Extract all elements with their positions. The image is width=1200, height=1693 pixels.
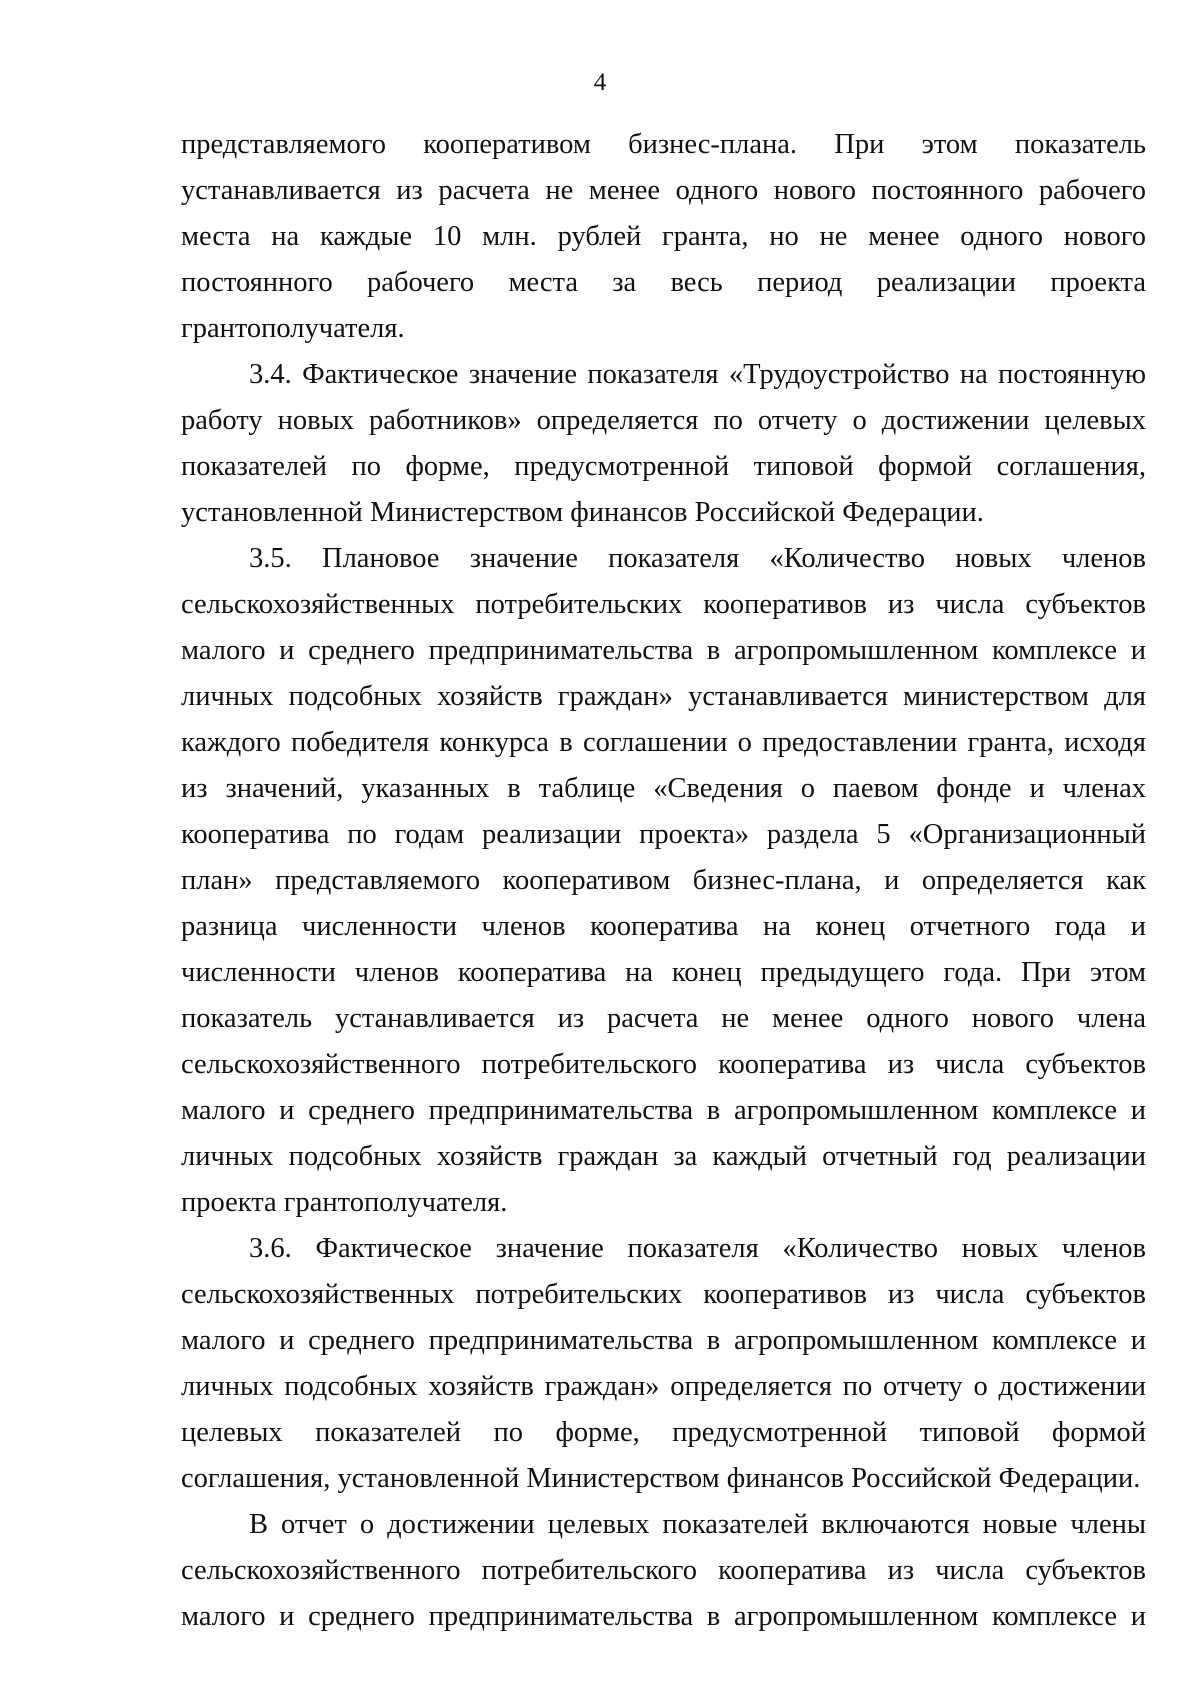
paragraph-report: В отчет о достижении целевых показателей включаются новые члены сельскохозяйственного потребительского кооператива из числа субъектов малого и среднего предпринимательства в агропромышленном комплексе и [181, 1509, 1146, 1632]
paragraph-3-4: 3.4. Фактическое значение показателя «Трудоустройство на постоянную работу новых работников» определяется по отчету о достижении целевых показателей по форме, предусмотренной типовой формой соглашения, установленной Министерством финансов Российской Федерации. [181, 359, 1146, 528]
page-number: 4 [593, 69, 607, 96]
paragraph-3-6: 3.6. Фактическое значение показателя «Количество новых членов сельскохозяйственных потребительских кооперативов из числа субъектов малого и среднего предпринимательства в агропромышленном комплексе и личных подсобных хозяйств граждан» определяется по отчету о достижении целевых показателей по форме, предусмотренной типовой формой соглашения, установленной Министерством финансов Российской Федерации. [181, 1233, 1146, 1494]
paragraph-3-5: 3.5. Плановое значение показателя «Количество новых членов сельскохозяйственных потребительских кооперативов из числа субъектов малого и среднего предпринимательства в агропромышленном комплексе и личных подсобных хозяйств граждан» устанавливается министерством для каждого победителя конкурса в соглашении о предоставлении гранта, исходя из значений, указанных в таблице «Сведения о паевом фонде и членах кооператива по годам реализации проекта» раздела 5 «Организационный план» представляемого кооперативом бизнес-плана, и определяется как разница численности членов кооператива на конец отчетного года и численности членов кооператива на конец предыдущего года. При этом показатель устанавливается из расчета не менее одного нового члена сельскохозяйственного потребительского кооператива из числа субъектов малого и среднего предпринимательства в агропромышленном комплексе и личных подсобных хозяйств граждан за каждый отчетный год реализации проекта грантополучателя. [181, 543, 1146, 1218]
document-body [181, 122, 1146, 1640]
paragraph-continuation: представляемого кооперативом бизнес-плана. При этом показатель устанавливается из расчета не менее одного нового постоянного рабочего места на каждые 10 млн. рублей гранта, но не менее одного нового постоянного рабочего места за весь период реализации проекта грантополучателя. [181, 129, 1146, 344]
